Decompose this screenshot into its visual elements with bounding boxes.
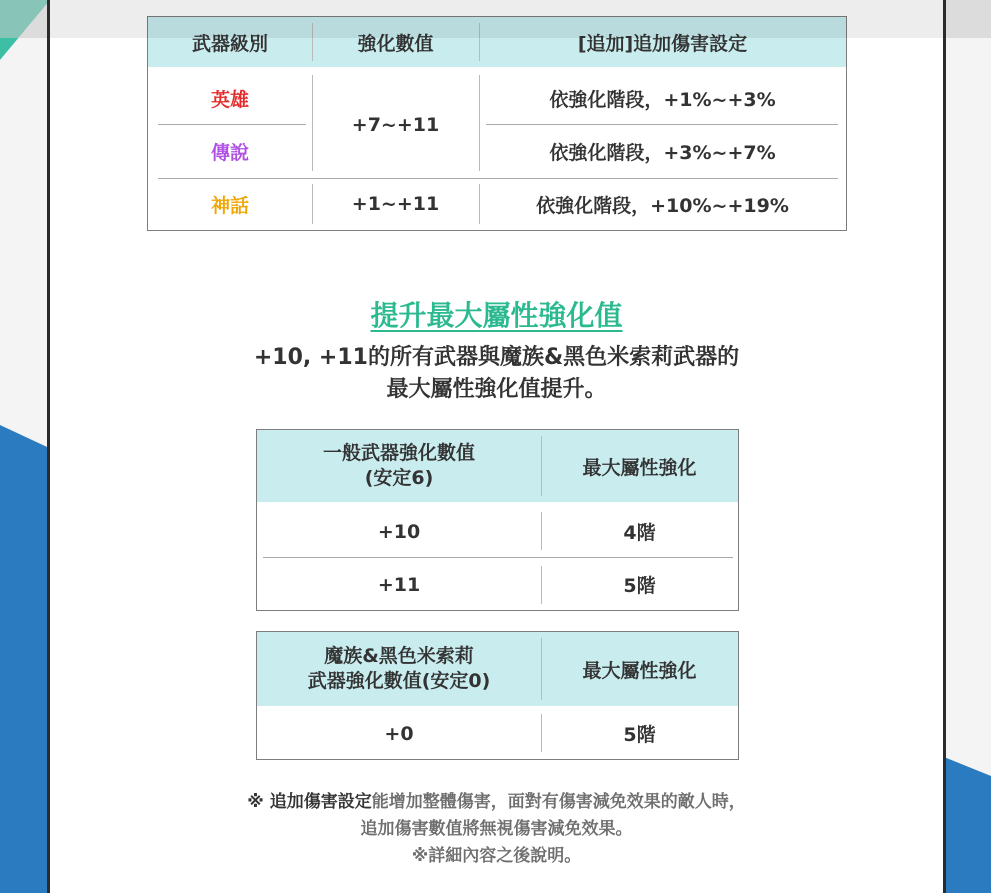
header-max-attribute: 最大屬性強化	[582, 456, 697, 479]
column-divider	[541, 436, 542, 496]
header-demon-mithril-value: 武器強化數值(安定0)	[307, 670, 491, 692]
row-divider	[263, 557, 733, 558]
header-weapon-grade: 武器級別	[191, 32, 268, 55]
normal-weapon-table	[256, 429, 739, 611]
column-divider	[541, 566, 542, 604]
section-title: 提升最大屬性強化值	[370, 299, 623, 332]
row-divider	[158, 124, 306, 125]
column-divider	[312, 75, 313, 171]
column-divider	[541, 512, 542, 550]
row-level-10: 4階	[623, 522, 656, 544]
row-level-0: 5階	[623, 724, 656, 746]
row-value-0: +0	[384, 722, 414, 745]
note-highlight: ※ 追加傷害設定	[247, 792, 372, 812]
note-line1	[50, 789, 943, 816]
table-header	[257, 632, 738, 706]
range-myth: +1~+11	[351, 193, 440, 215]
row-divider	[486, 124, 838, 125]
background-blue-shape-right	[944, 757, 991, 893]
section-subtitle-line2: 最大屬性強化值提升。	[386, 377, 607, 402]
bonus-myth: 依強化階段，+10%~+19%	[536, 194, 789, 217]
column-divider	[312, 184, 313, 224]
bonus-hero: 依強化階段，+1%~+3%	[549, 88, 776, 111]
row-divider	[158, 178, 838, 179]
table-header	[257, 430, 738, 502]
bonus-legend: 依強化階段，+3%~+7%	[549, 141, 776, 164]
note-line2: 追加傷害數值將無視傷害減免效果。	[360, 819, 633, 839]
demon-mithril-weapon-table	[256, 631, 739, 760]
table-header	[148, 17, 846, 67]
grade-legend: 傳說	[210, 141, 249, 164]
row-value-10: +10	[377, 520, 421, 543]
row-value-11: +11	[377, 573, 421, 596]
column-divider	[479, 184, 480, 224]
grade-hero: 英雄	[210, 88, 249, 111]
content-panel	[47, 0, 946, 893]
header-extra-damage: [追加]追加傷害設定	[577, 32, 748, 55]
weapon-grade-table	[147, 16, 847, 231]
column-divider	[541, 714, 542, 752]
note-line3: ※詳細內容之後說明。	[411, 846, 582, 866]
background-blue-shape-left	[0, 425, 50, 893]
column-divider	[479, 23, 480, 61]
note-line1-text: 能增加整體傷害，面對有傷害減免效果的敵人時，	[371, 792, 746, 812]
range-hero-legend: +7~+11	[351, 113, 440, 136]
row-level-11: 5階	[623, 575, 656, 597]
header-demon-mithril: 魔族&黑色米索莉	[324, 645, 474, 667]
header-max-attribute: 最大屬性強化	[582, 659, 697, 682]
column-divider	[312, 23, 313, 61]
section-subtitle-line1: +10, +11的所有武器與魔族&黑色米索莉武器的	[253, 345, 740, 370]
column-divider	[479, 75, 480, 171]
header-enhance-value: 強化數值	[357, 32, 434, 55]
grade-myth: 神話	[210, 194, 249, 217]
header-stable-note: (安定6)	[364, 467, 434, 489]
header-normal-weapon-value: 一般武器強化數值	[322, 442, 475, 464]
column-divider	[541, 638, 542, 700]
